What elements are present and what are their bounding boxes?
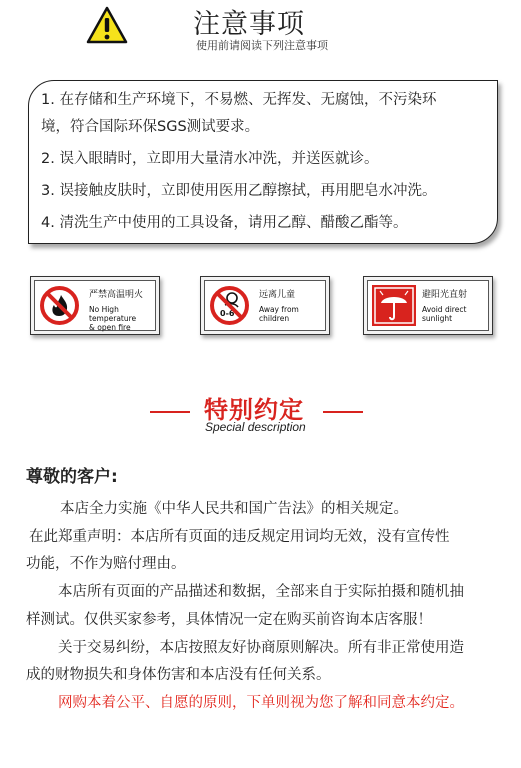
warning-icon (86, 6, 128, 44)
sign-away-children (200, 276, 330, 335)
sign-title: 严禁高温明火 (89, 290, 144, 300)
body-line: 在此郑重声明：本店所有页面的违反规定用词均无效，没有宣传性 (29, 529, 450, 545)
no-fire-icon (39, 285, 80, 326)
notice-box (28, 80, 498, 244)
age-label: 0-6 (220, 309, 235, 318)
sign-no-fire (30, 276, 160, 335)
divider-right (323, 411, 363, 413)
body-line: 本店全力实施《中华人民共和国广告法》的相关规定。 (60, 501, 408, 517)
body-line: 关于交易纠纷，本店按照友好协商原则解决。所有非正常使用造 (58, 640, 464, 656)
notice-item: 4. 清洗生产中使用的工具设备，请用乙醇、醋酸乙酯等。 (41, 215, 408, 231)
body-line: 功能，不作为赔付理由。 (26, 556, 186, 572)
sign-en-line: children (259, 314, 290, 323)
notice-item: 3. 误接触皮肤时，立即使用医用乙醇擦拭，再用肥皂水冲洗。 (41, 183, 437, 199)
notice-item: 1. 在存储和生产环境下，不易燃、无挥发、无腐蚀，不污染环 (41, 92, 437, 108)
sign-en-line: sunlight (422, 314, 453, 323)
body-line: 成的财物损失和身体伤害和本店没有任何关系。 (26, 667, 331, 683)
no-children-icon (209, 285, 250, 326)
divider-left (150, 411, 190, 413)
body-line-highlight: 网购本着公平、自愿的原则，下单则视为您了解和同意本约定。 (58, 695, 464, 711)
body-heading: 尊敬的客户: (26, 467, 118, 487)
page-subtitle: 使用前请阅读下列注意事项 (196, 39, 328, 52)
sign-en-line: Avoid direct (422, 305, 467, 314)
sign-en-text (259, 305, 329, 323)
header (0, 0, 521, 60)
special-subtitle: Special description (205, 420, 306, 434)
sign-title: 避阳光直射 (422, 290, 468, 300)
sign-en-text (89, 305, 159, 332)
sign-en-line: & open fire (89, 323, 131, 332)
body-line: 本店所有页面的产品描述和数据，全部来自于实际拍摄和随机抽 (58, 584, 464, 600)
special-title: 特别约定 (204, 396, 304, 424)
sign-en-line: No High temperature (89, 305, 137, 323)
umbrella-sun-icon (372, 285, 416, 326)
sign-avoid-sunlight (363, 276, 493, 335)
notice-item: 2. 误入眼睛时，立即用大量清水冲洗，并送医就诊。 (41, 151, 379, 167)
sign-en-text (422, 305, 492, 323)
sign-icon-box (372, 285, 416, 326)
sign-title: 远离儿童 (259, 290, 296, 300)
body-line: 样测试。仅供买家参考，具体情况一定在购买前咨询本店客服！ (26, 612, 432, 628)
sign-en-line: Away from (259, 305, 299, 314)
notice-item: 境，符合国际环保SGS测试要求。 (41, 119, 260, 135)
page-title: 注意事项 (193, 9, 305, 40)
